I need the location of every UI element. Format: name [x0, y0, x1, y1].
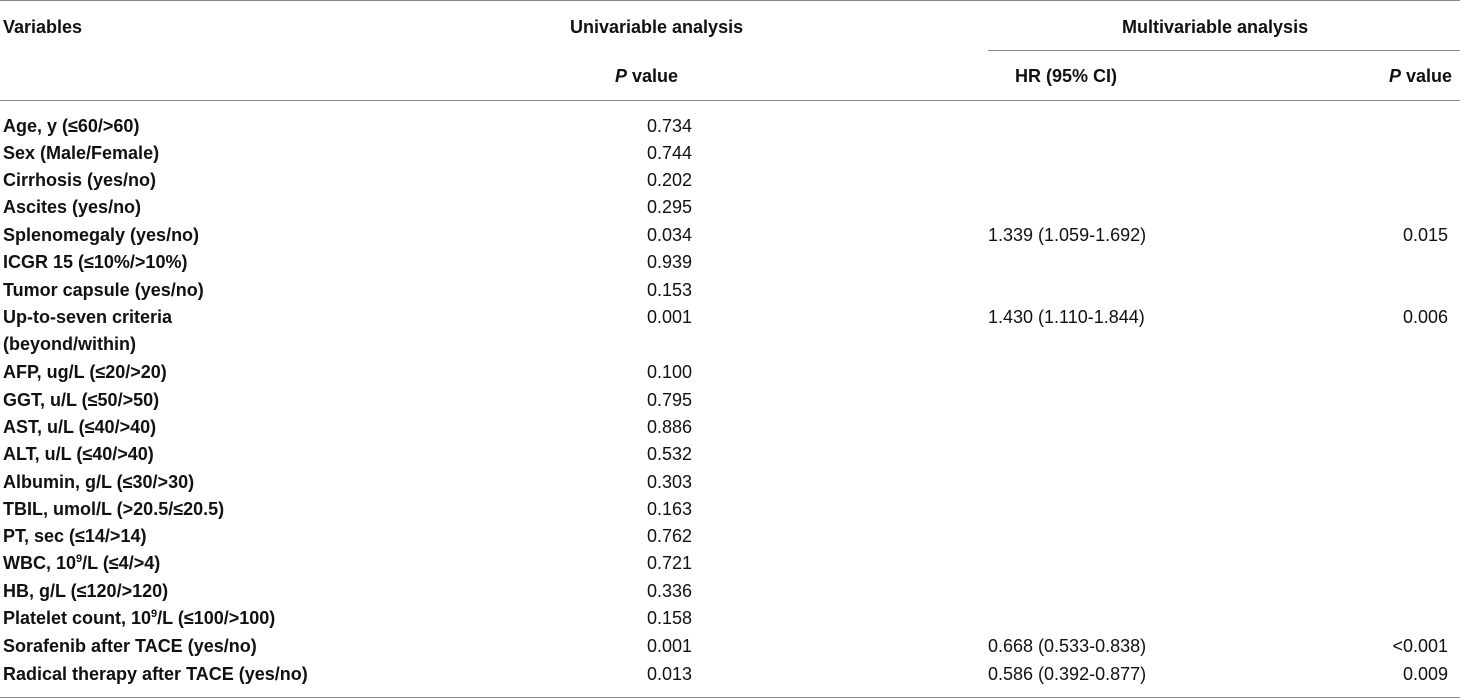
- row-p-univariable: 0.336: [646, 581, 692, 601]
- table-row: [0, 523, 1460, 550]
- table-row: [0, 167, 1460, 194]
- row-p-multivariable: 0.009: [1402, 664, 1448, 684]
- row-variable: TBIL, umol/L (>20.5/≤20.5): [3, 499, 225, 519]
- header-univariable: Univariable analysis: [570, 17, 744, 37]
- row-variable: Up-to-seven criteria (beyond/within): [3, 307, 173, 354]
- row-hr: 1.339 (1.059-1.692): [988, 225, 1147, 245]
- header-bottom-rule: [0, 100, 1460, 101]
- table-bottom-rule: [0, 697, 1460, 698]
- row-p-univariable: 0.734: [646, 116, 692, 136]
- row-hr: 0.668 (0.533-0.838): [988, 636, 1147, 656]
- row-variable: Cirrhosis (yes/no): [3, 170, 157, 190]
- row-p-univariable: 0.001: [646, 636, 692, 656]
- row-p-multivariable: <0.001: [1392, 636, 1448, 656]
- row-p-univariable: 0.303: [646, 472, 692, 492]
- row-variable: WBC, $10^9/L$ (≤4/>4): [3, 553, 161, 573]
- table-row: [0, 469, 1460, 496]
- table-row: [0, 633, 1460, 660]
- table-row: [0, 496, 1460, 523]
- table-row: [0, 222, 1460, 249]
- table-row: [0, 359, 1460, 386]
- table-row: [0, 277, 1460, 304]
- table-row: [0, 387, 1460, 414]
- row-p-univariable: 0.013: [646, 664, 692, 684]
- header-p-value-univariable: P value: [615, 66, 679, 86]
- multivariable-rule: [988, 50, 1460, 51]
- row-p-univariable: 0.721: [646, 553, 692, 573]
- row-p-univariable: 0.158: [646, 608, 692, 628]
- row-p-univariable: 0.532: [646, 444, 692, 464]
- row-variable: HB, g/L (≤120/>120): [3, 581, 169, 601]
- row-p-univariable: 0.153: [646, 280, 692, 300]
- row-p-univariable: 0.295: [646, 197, 692, 217]
- table-row: [0, 441, 1460, 468]
- row-variable: ICGR 15 (≤10%/>10%): [3, 252, 188, 272]
- table-row: [0, 304, 1460, 358]
- row-p-univariable: 0.762: [646, 526, 692, 546]
- row-p-univariable: 0.202: [646, 170, 692, 190]
- table-row: [0, 605, 1460, 632]
- row-variable: PT, sec (≤14/>14): [3, 526, 147, 546]
- row-variable: ALT, u/L (≤40/>40): [3, 444, 154, 464]
- row-hr: 0.586 (0.392-0.877): [988, 664, 1147, 684]
- table-row: [0, 113, 1460, 140]
- table-row: [0, 414, 1460, 441]
- row-p-multivariable: 0.006: [1402, 307, 1448, 327]
- table-row: [0, 578, 1460, 605]
- row-variable: AFP, ug/L (≤20/>20): [3, 362, 167, 382]
- header-variables: Variables: [3, 17, 83, 37]
- row-p-univariable: 0.034: [646, 225, 692, 245]
- table-row: [0, 661, 1460, 688]
- row-variable: Splenomegaly (yes/no): [3, 225, 200, 245]
- row-p-univariable: 0.939: [646, 252, 692, 272]
- table-row: [0, 140, 1460, 167]
- table-row: [0, 194, 1460, 221]
- row-variable: AST, u/L (≤40/>40): [3, 417, 157, 437]
- row-variable: Age, y (≤60/>60): [3, 116, 140, 136]
- row-variable: Tumor capsule (yes/no): [3, 280, 204, 300]
- table-row: [0, 550, 1460, 577]
- row-variable: Albumin, g/L (≤30/>30): [3, 472, 195, 492]
- row-hr: 1.430 (1.110-1.844): [988, 307, 1145, 327]
- table-row: [0, 249, 1460, 276]
- row-p-multivariable: 0.015: [1402, 225, 1448, 245]
- row-variable: Ascites (yes/no): [3, 197, 142, 217]
- row-p-univariable: 0.001: [646, 307, 692, 327]
- row-p-univariable: 0.744: [646, 143, 692, 163]
- row-variable: Platelet count, $10^9/L$ (≤100/>100): [3, 608, 276, 628]
- row-p-univariable: 0.886: [646, 417, 692, 437]
- header-multivariable: Multivariable analysis: [1122, 17, 1309, 37]
- row-variable: GGT, u/L (≤50/>50): [3, 390, 160, 410]
- row-p-univariable: 0.795: [646, 390, 692, 410]
- row-variable: Sex (Male/Female): [3, 143, 160, 163]
- header-p-value-multivariable: P value: [1389, 66, 1453, 86]
- header-hr: HR (95% CI): [1015, 66, 1118, 86]
- table-top-rule: [0, 0, 1460, 1]
- row-p-univariable: 0.100: [646, 362, 692, 382]
- row-p-univariable: 0.163: [646, 499, 692, 519]
- row-variable: Radical therapy after TACE (yes/no): [3, 664, 308, 684]
- row-variable: Sorafenib after TACE (yes/no): [3, 636, 257, 656]
